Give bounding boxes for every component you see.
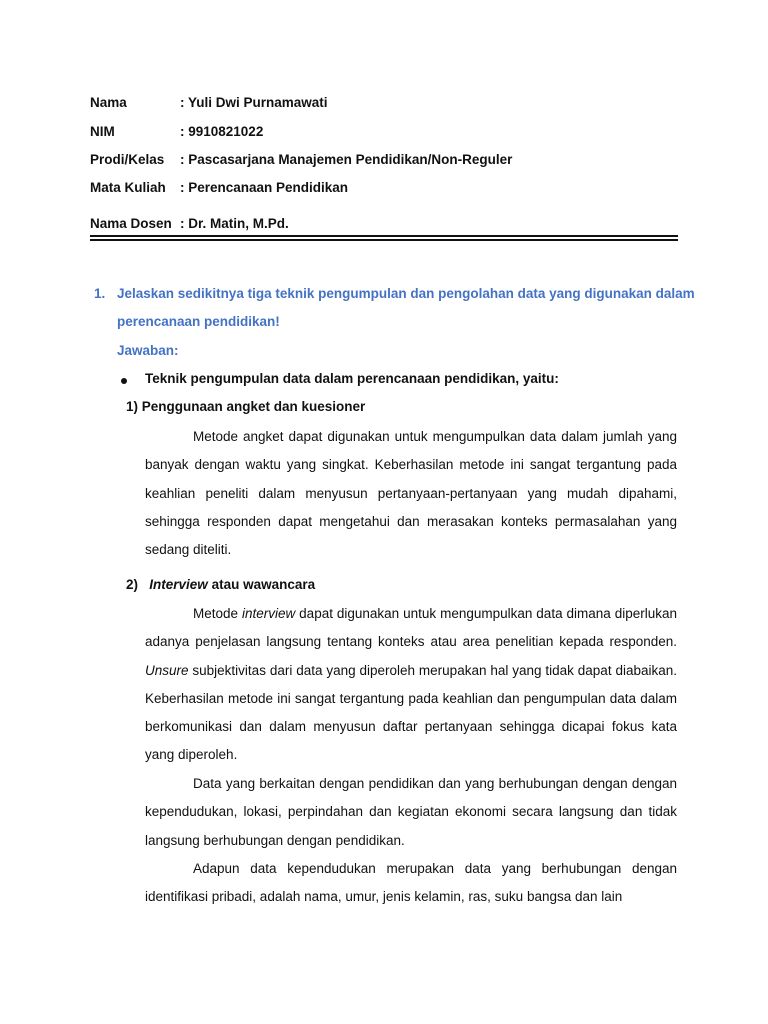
section-2-title-rest: atau wawancara	[207, 577, 316, 592]
section-2-paragraph-2: Data yang berkaitan dengan pendidikan dan yang berhubungan dengan dengan kependudukan, lokasi, perpindahan dan kegiatan ekonomi secara langsung dan tidak langsung berhubungan dengan pendidikan.	[145, 776, 677, 848]
italic-term: interview	[241, 606, 296, 621]
question-text: perencanaan pendidikan!	[117, 314, 280, 329]
info-value: : 9910821022	[180, 124, 264, 139]
info-label: Mata Kuliah	[90, 180, 166, 195]
info-label: Prodi/Kelas	[90, 152, 165, 167]
question-text: Jelaskan sedikitnya tiga teknik pengumpulan dan pengolahan data yang digunakan dalam	[117, 286, 695, 301]
question-number: 1.	[94, 286, 106, 301]
section-2-title	[126, 577, 315, 592]
info-label: NIM	[90, 124, 115, 139]
section-2-paragraph-3: Adapun data kependudukan merupakan data yang berhubungan dengan identifikasi pribadi, adalah nama, umur, jenis kelamin, ras, suku bangsa dan lain	[145, 861, 677, 905]
info-value: : Dr. Matin, M.Pd.	[180, 216, 289, 231]
info-value: : Yuli Dwi Purnamawati	[180, 95, 328, 110]
info-label: Nama	[90, 95, 127, 110]
italic-term: Unsure	[145, 662, 189, 678]
bullet-icon	[121, 378, 127, 384]
answer-label: Jawaban:	[117, 343, 179, 358]
section-2-title-italic: Interview	[149, 577, 208, 592]
info-label: Nama Dosen	[90, 216, 172, 231]
header-divider	[90, 239, 678, 241]
info-value: : Perencanaan Pendidikan	[180, 180, 349, 195]
header-divider	[90, 235, 678, 237]
section-2-number: 2)	[126, 577, 139, 592]
section-2-paragraph-1	[145, 600, 677, 770]
section-1-paragraph: Metode angket dapat digunakan untuk mengumpulkan data dalam jumlah yang banyak dengan waktu yang singkat. Keberhasilan metode ini sangat tergantung pada keahlian peneliti dalam menyusun pertanyaan-pertanyaan yang mudah dipahami, sehingga responden dapat mengetahui dan merasakan konteks permasalahan yang sedang diteliti.	[145, 429, 677, 558]
section-1-title: 1) Penggunaan angket dan kuesioner	[126, 399, 366, 414]
bullet-heading: Teknik pengumpulan data dalam perencanaan pendidikan, yaitu:	[145, 371, 559, 386]
text-run: subjektivitas dari data yang diperoleh merupakan hal yang tidak dapat diabaikan. Keberhasilan metode ini sangat tergantung pada keahlian dan pengumpulan data dalam berkomunikasi dan dalam menyusun daftar pertanyaan sehingga dicapai fokus kata yang diperoleh.	[145, 662, 677, 763]
text-run: Metode	[193, 606, 242, 621]
info-value: : Pascasarjana Manajemen Pendidikan/Non-Reguler	[180, 152, 513, 167]
text-run: dapat digunakan untuk mengumpulkan data dimana diperlukan adanya penjelasan langsung tentang konteks atau area penelitian kepada responden.	[145, 606, 677, 650]
